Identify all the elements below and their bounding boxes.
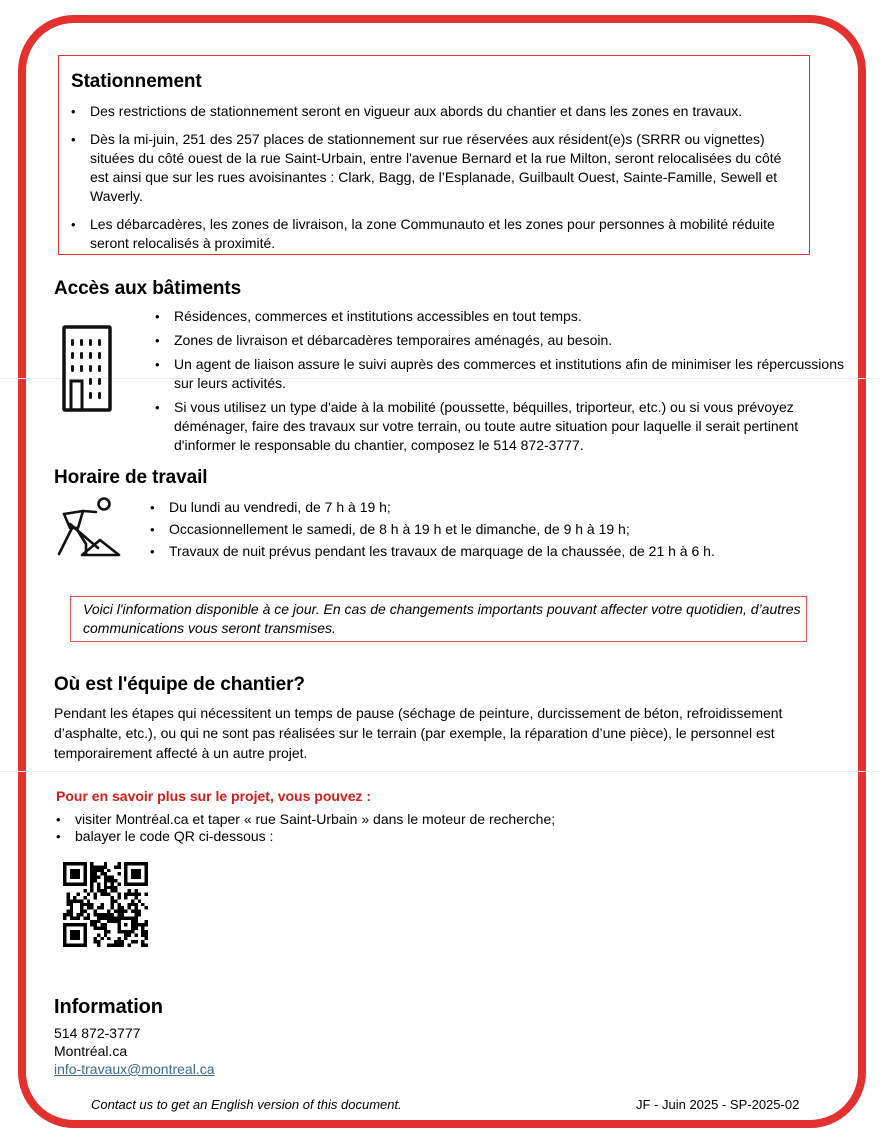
list-item: • Résidences, commerces et institutions accessibles en tout temps. [155, 307, 845, 326]
crew-paragraph: Pendant les étapes qui nécessitent un temps de pause (séchage de peinture, durcissement de béton, refroidissement d’asphalte, etc.), ou qui ne sont pas réalisées sur le terrain (par exemple, la réparation d’une pièce), le personnel est temporairement affecté à un autre projet. [54, 705, 783, 761]
access-title: Accès aux bâtiments [54, 278, 242, 299]
list-item: • visiter Montréal.ca et taper « rue Saint-Urbain » dans le moteur de recherche; [56, 811, 756, 828]
building-icon [62, 325, 112, 412]
schedule-title: Horaire de travail [54, 467, 208, 488]
document-reference: JF - Juin 2025 - SP-2025-02 [636, 1097, 800, 1112]
page-divider [0, 771, 880, 772]
notice-box: Voici l'information disponible à ce jour. En cas de changements importants pouvant affecter votre quotidien, d’autres communications vous seront transmises. [70, 596, 807, 642]
qr-code-icon[interactable] [63, 862, 148, 947]
more-info-list [56, 811, 756, 845]
contact-phone: 514 872-3777 [54, 1025, 141, 1041]
contact-website: Montréal.ca [54, 1043, 128, 1059]
list-item: • Un agent de liaison assure le suivi auprès des commerces et institutions afin de minimiser les répercussions sur leurs activités. [155, 355, 845, 393]
list-item: • Occasionnellement le samedi, de 8 h à 19 h et le dimanche, de 9 h à 19 h; [150, 520, 840, 539]
list-item: • Des restrictions de stationnement seront en vigueur aux abords du chantier et dans les zones en travaux. [71, 102, 801, 121]
list-item: • Si vous utilisez un type d'aide à la mobilité (poussette, béquilles, triporteur, etc.) ou si vous prévoyez déménager, faire des travaux sur votre terrain, ou toute autre situation pour laquelle il serait pertinent d'informer le responsable du chantier, composez le 514 872-3777. [155, 398, 845, 455]
list-item: • Travaux de nuit prévus pendant les travaux de marquage de la chaussée, de 21 h à 6 h. [150, 542, 840, 561]
list-item: • Zones de livraison et débarcadères temporaires aménagés, au besoin. [155, 331, 845, 350]
schedule-list [150, 498, 840, 564]
english-version-note: Contact us to get an English version of this document. [91, 1097, 402, 1112]
list-item: • balayer le code QR ci-dessous : [56, 828, 756, 845]
more-info-title: Pour en savoir plus sur le projet, vous pouvez : [56, 788, 372, 804]
access-list [155, 307, 845, 460]
information-title: Information [54, 996, 163, 1018]
contact-block [54, 1024, 215, 1078]
parking-section [58, 55, 810, 255]
list-item: • Les débarcadères, les zones de livraison, la zone Communauto et les zones pour personnes à mobilité réduite seront relocalisés à proximité. [71, 215, 801, 253]
parking-title: Stationnement [71, 71, 202, 92]
list-item: • Dès la mi-juin, 251 des 257 places de stationnement sur rue réservées aux résident(e)s (SRRR ou vignettes) situées du côté ouest de la rue Saint-Urbain, entre l'avenue Bernard et la rue Milton, seront relocalisées du côté est ainsi que sur les rues avoisinantes : Clark, Bagg, de l’Esplanade, Guilbault Ouest, Sainte-Famille, Sewell et Waverly. [71, 130, 801, 206]
crew-title: Où est l'équipe de chantier? [54, 674, 305, 695]
worker-digging-icon [56, 494, 124, 558]
list-item: • Du lundi au vendredi, de 7 h à 19 h; [150, 498, 840, 517]
parking-list [71, 102, 801, 262]
contact-email-link[interactable]: info-travaux@montreal.ca [54, 1061, 215, 1077]
